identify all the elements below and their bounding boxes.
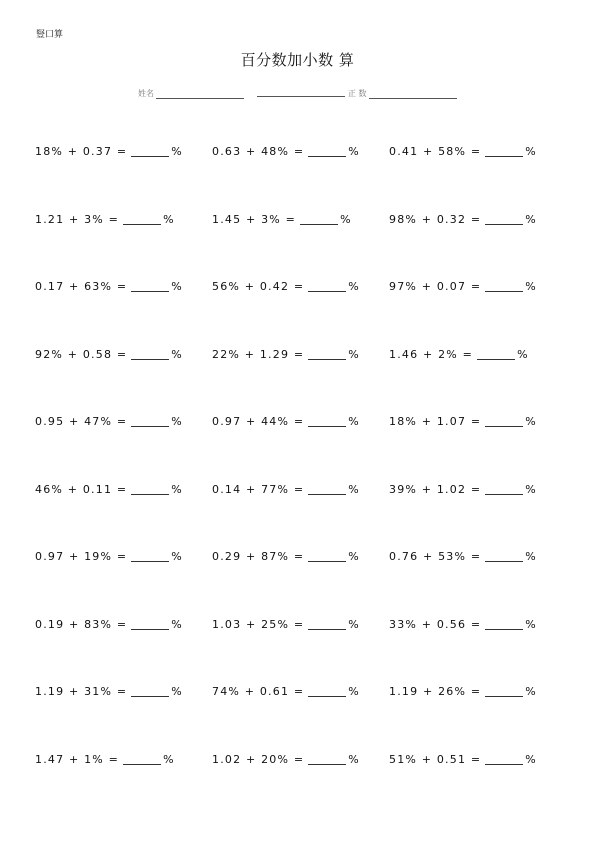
answer-blank[interactable] bbox=[485, 415, 523, 427]
correct-label: 正 数 bbox=[348, 89, 367, 98]
problem-item bbox=[389, 348, 529, 361]
problem-item bbox=[389, 550, 537, 563]
problem-text: 1.45 + 3% = bbox=[212, 212, 297, 226]
name-field bbox=[138, 88, 244, 99]
problem-item bbox=[212, 753, 360, 766]
answer-blank[interactable] bbox=[131, 685, 169, 697]
problem-text: 22% + 1.29 = bbox=[212, 347, 305, 361]
percent-sign: % bbox=[348, 685, 360, 698]
problem-row bbox=[35, 753, 575, 821]
problem-item bbox=[35, 145, 183, 158]
problem-item bbox=[212, 280, 360, 293]
problem-item bbox=[35, 415, 183, 428]
problem-text: 1.47 + 1% = bbox=[35, 752, 120, 766]
problem-text: 97% + 0.07 = bbox=[389, 280, 482, 293]
problem-item bbox=[212, 483, 360, 496]
problem-item bbox=[212, 213, 352, 226]
percent-sign: % bbox=[525, 145, 537, 158]
percent-sign: % bbox=[163, 752, 175, 766]
problem-text: 1.21 + 3% = bbox=[35, 212, 120, 226]
percent-sign: % bbox=[525, 550, 537, 563]
answer-blank[interactable] bbox=[131, 145, 169, 157]
answer-blank[interactable] bbox=[477, 348, 515, 360]
problem-text: 1.19 + 31% = bbox=[35, 685, 128, 698]
percent-sign: % bbox=[525, 212, 537, 226]
problem-row bbox=[35, 550, 575, 618]
problem-text: 33% + 0.56 = bbox=[389, 617, 482, 631]
answer-blank[interactable] bbox=[485, 483, 523, 495]
problem-item bbox=[212, 618, 360, 631]
answer-blank[interactable] bbox=[308, 753, 346, 765]
problem-item bbox=[212, 415, 360, 428]
problem-item bbox=[35, 483, 183, 496]
blank-line[interactable] bbox=[257, 88, 345, 97]
problem-text: 56% + 0.42 = bbox=[212, 280, 305, 293]
problem-text: 98% + 0.32 = bbox=[389, 212, 482, 226]
correct-line[interactable] bbox=[369, 90, 457, 99]
problem-row bbox=[35, 618, 575, 686]
percent-sign: % bbox=[348, 415, 360, 428]
percent-sign: % bbox=[171, 347, 183, 361]
problem-text: 0.29 + 87% = bbox=[212, 550, 305, 563]
answer-blank[interactable] bbox=[131, 550, 169, 562]
percent-sign: % bbox=[525, 280, 537, 293]
answer-blank[interactable] bbox=[485, 145, 523, 157]
problem-text: 0.41 + 58% = bbox=[389, 145, 482, 158]
problem-row bbox=[35, 145, 575, 213]
problem-row bbox=[35, 483, 575, 551]
percent-sign: % bbox=[525, 752, 537, 766]
problem-text: 1.19 + 26% = bbox=[389, 685, 482, 698]
percent-sign: % bbox=[171, 482, 183, 496]
percent-sign: % bbox=[525, 415, 537, 428]
answer-blank[interactable] bbox=[131, 483, 169, 495]
problem-text: 18% + 0.37 = bbox=[35, 145, 128, 158]
answer-blank[interactable] bbox=[131, 618, 169, 630]
problem-row bbox=[35, 280, 575, 348]
percent-sign: % bbox=[525, 482, 537, 496]
problem-text: 0.63 + 48% = bbox=[212, 145, 305, 158]
name-line[interactable] bbox=[156, 90, 244, 99]
problem-item bbox=[212, 348, 360, 361]
answer-blank[interactable] bbox=[308, 618, 346, 630]
problem-text: 0.14 + 77% = bbox=[212, 482, 305, 496]
percent-sign: % bbox=[348, 280, 360, 293]
problem-item bbox=[389, 753, 537, 766]
problem-item bbox=[35, 685, 183, 698]
percent-sign: % bbox=[163, 212, 175, 226]
problem-item bbox=[35, 618, 183, 631]
problem-item bbox=[212, 685, 360, 698]
percent-sign: % bbox=[348, 550, 360, 563]
problem-item bbox=[212, 550, 360, 563]
answer-blank[interactable] bbox=[485, 213, 523, 225]
problem-item bbox=[389, 213, 537, 226]
problem-text: 1.02 + 20% = bbox=[212, 752, 305, 766]
problem-text: 0.19 + 83% = bbox=[35, 617, 128, 631]
percent-sign: % bbox=[171, 415, 183, 428]
problem-text: 18% + 1.07 = bbox=[389, 415, 482, 428]
answer-blank[interactable] bbox=[131, 415, 169, 427]
percent-sign: % bbox=[171, 685, 183, 698]
problem-text: 0.17 + 63% = bbox=[35, 280, 128, 293]
problem-item bbox=[389, 685, 537, 698]
answer-blank[interactable] bbox=[485, 550, 523, 562]
answer-blank[interactable] bbox=[485, 618, 523, 630]
problem-text: 1.46 + 2% = bbox=[389, 347, 474, 361]
answer-blank[interactable] bbox=[308, 483, 346, 495]
problem-text: 0.95 + 47% = bbox=[35, 415, 128, 428]
blank-field bbox=[257, 88, 345, 97]
problem-item bbox=[35, 550, 183, 563]
problem-text: 1.03 + 25% = bbox=[212, 617, 305, 631]
answer-blank[interactable] bbox=[308, 145, 346, 157]
problem-text: 51% + 0.51 = bbox=[389, 752, 482, 766]
problem-item bbox=[212, 145, 360, 158]
corner-label: 豎口算 bbox=[36, 30, 64, 40]
problem-item bbox=[389, 483, 537, 496]
problem-item bbox=[389, 415, 537, 428]
percent-sign: % bbox=[171, 617, 183, 631]
answer-blank[interactable] bbox=[131, 280, 169, 292]
problem-item bbox=[35, 213, 175, 226]
problem-row bbox=[35, 415, 575, 483]
problem-item bbox=[389, 618, 537, 631]
problem-item bbox=[35, 280, 183, 293]
problem-text: 74% + 0.61 = bbox=[212, 685, 305, 698]
problem-item bbox=[35, 348, 183, 361]
name-label: 姓名 bbox=[138, 89, 154, 98]
problem-item bbox=[389, 280, 537, 293]
answer-blank[interactable] bbox=[300, 213, 338, 225]
answer-blank[interactable] bbox=[308, 550, 346, 562]
problem-text: 0.97 + 19% = bbox=[35, 550, 128, 563]
problem-text: 0.97 + 44% = bbox=[212, 415, 305, 428]
answer-blank[interactable] bbox=[308, 348, 346, 360]
percent-sign: % bbox=[340, 212, 352, 226]
problem-row bbox=[35, 348, 575, 416]
percent-sign: % bbox=[171, 145, 183, 158]
problem-item bbox=[389, 145, 537, 158]
answer-blank[interactable] bbox=[308, 685, 346, 697]
percent-sign: % bbox=[525, 617, 537, 631]
answer-blank[interactable] bbox=[123, 213, 161, 225]
answer-blank[interactable] bbox=[485, 280, 523, 292]
percent-sign: % bbox=[348, 145, 360, 158]
problem-text: 39% + 1.02 = bbox=[389, 482, 482, 496]
percent-sign: % bbox=[348, 752, 360, 766]
percent-sign: % bbox=[348, 347, 360, 361]
answer-blank[interactable] bbox=[485, 685, 523, 697]
percent-sign: % bbox=[348, 482, 360, 496]
percent-sign: % bbox=[171, 280, 183, 293]
answer-blank[interactable] bbox=[123, 753, 161, 765]
problem-item bbox=[35, 753, 175, 766]
problem-text: 92% + 0.58 = bbox=[35, 347, 128, 361]
answer-blank[interactable] bbox=[131, 348, 169, 360]
problem-grid bbox=[35, 145, 575, 820]
percent-sign: % bbox=[348, 617, 360, 631]
problem-text: 0.76 + 53% = bbox=[389, 550, 482, 563]
answer-blank[interactable] bbox=[308, 280, 346, 292]
percent-sign: % bbox=[517, 347, 529, 361]
correct-field bbox=[348, 88, 457, 99]
percent-sign: % bbox=[171, 550, 183, 563]
answer-blank[interactable] bbox=[485, 753, 523, 765]
problem-row bbox=[35, 213, 575, 281]
answer-blank[interactable] bbox=[308, 415, 346, 427]
percent-sign: % bbox=[525, 685, 537, 698]
problem-row bbox=[35, 685, 575, 753]
problem-text: 46% + 0.11 = bbox=[35, 482, 128, 496]
page-title: 百分数加小数 算 bbox=[240, 51, 355, 69]
